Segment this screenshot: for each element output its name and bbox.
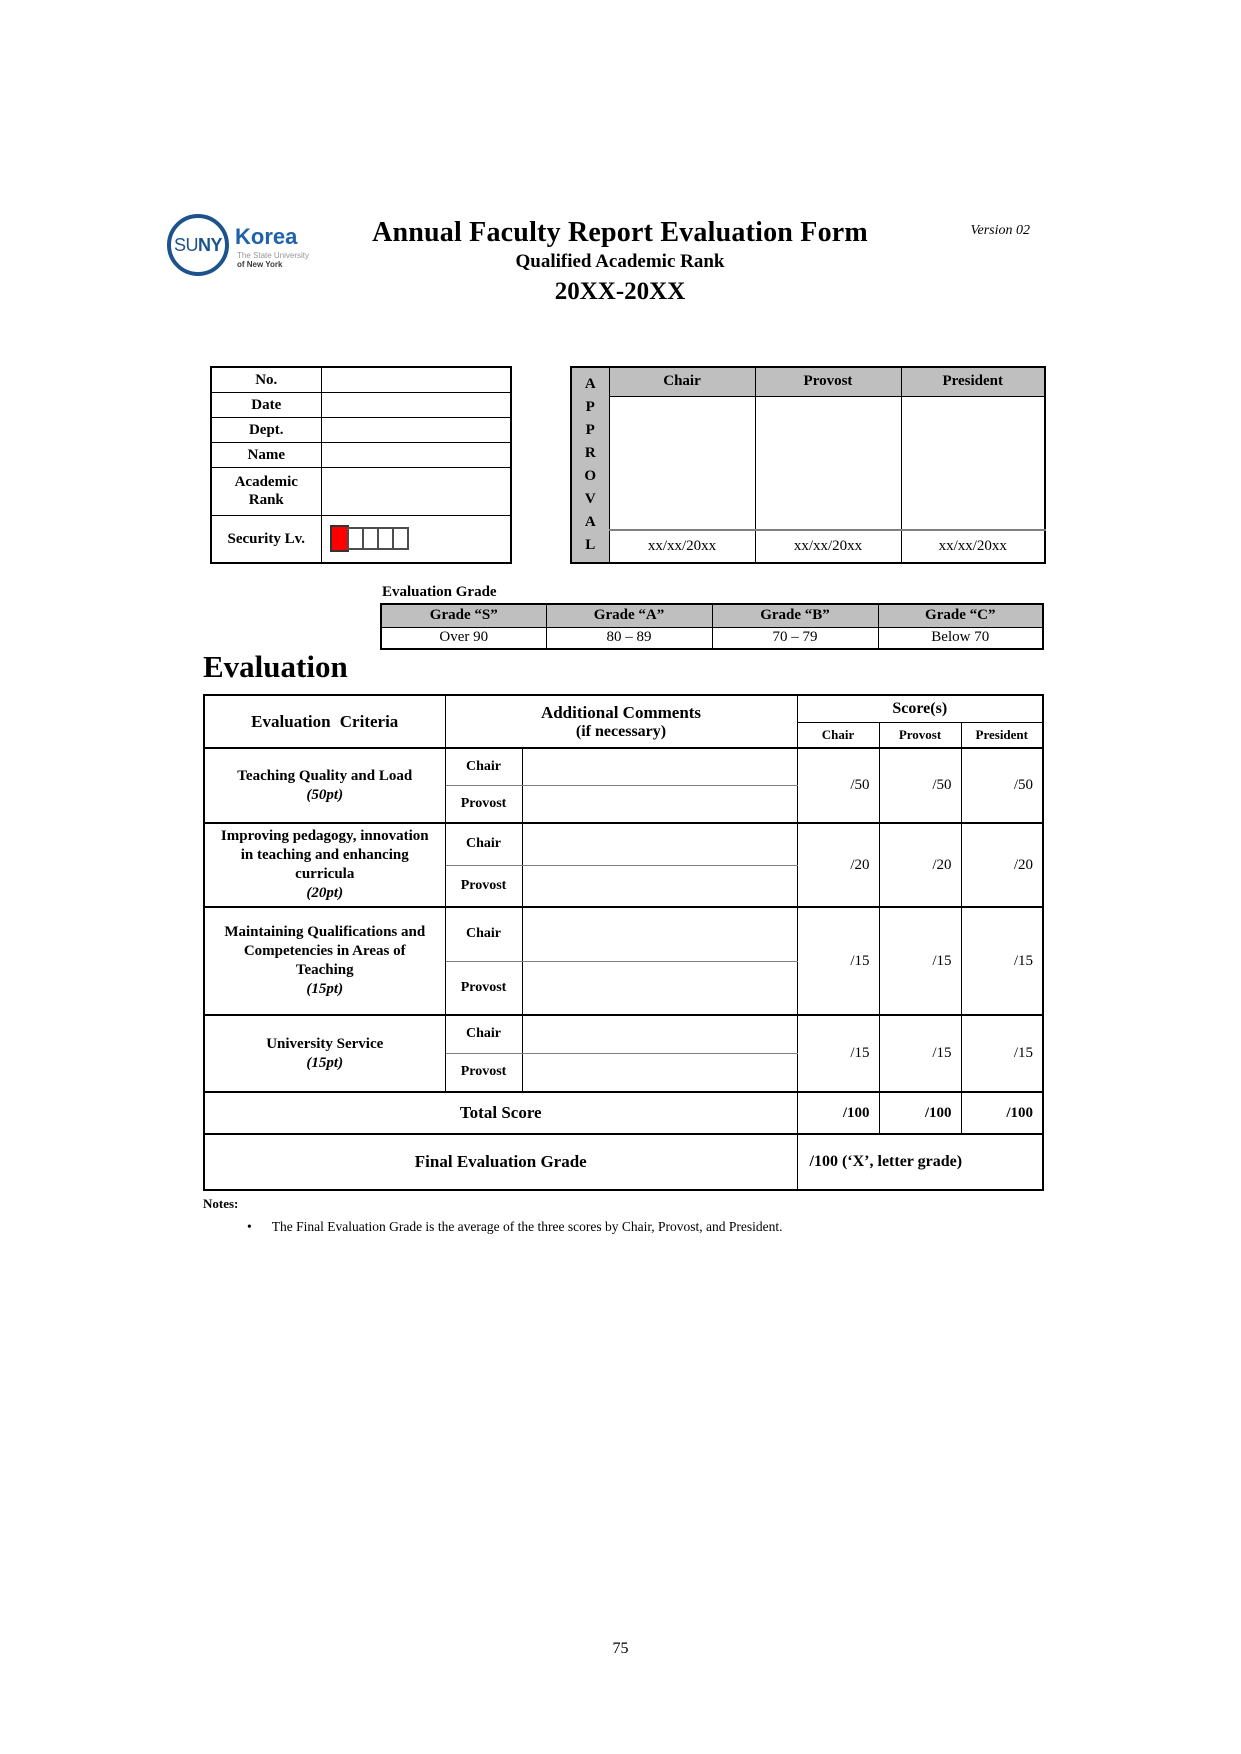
- final-grade-label: Final Evaluation Grade: [204, 1134, 797, 1190]
- approval-vertical-label-cell: [571, 367, 609, 563]
- criteria-improving-pedagogy: [204, 823, 445, 907]
- comments-header-line2: (if necessary): [575, 722, 667, 740]
- score-teaching-provost: /50: [879, 748, 961, 823]
- approval-date-provost[interactable]: xx/xx/20xx: [755, 530, 901, 563]
- grade-table: [380, 603, 1044, 650]
- info-value-dept[interactable]: [321, 417, 511, 442]
- security-level-box[interactable]: [392, 527, 409, 550]
- info-value-security-lv: [321, 515, 511, 563]
- total-score-chair: /100: [797, 1092, 879, 1134]
- score-service-provost: /15: [879, 1015, 961, 1092]
- criteria-teaching-quality: [204, 748, 445, 823]
- grade-range-a: 80 – 89: [546, 627, 712, 649]
- security-level-boxes: [322, 525, 511, 552]
- grade-header-s: Grade “S”: [381, 604, 546, 627]
- approval-header-chair: Chair: [609, 367, 755, 396]
- document-subtitle: Qualified Academic Rank: [515, 251, 725, 272]
- suny-logo-circle-icon: [167, 214, 229, 276]
- score-teaching-chair: /50: [797, 748, 879, 823]
- criteria-points: (15pt): [306, 981, 344, 997]
- criteria-points: (50pt): [306, 786, 344, 803]
- score-pedagogy-chair: /20: [797, 823, 879, 907]
- approval-date-president[interactable]: xx/xx/20xx: [901, 530, 1045, 563]
- score-qualifications-president: /15: [961, 907, 1043, 1015]
- page-number: 75: [612, 1640, 629, 1657]
- score-qualifications-chair: /15: [797, 907, 879, 1015]
- criteria-university-service: [204, 1015, 445, 1092]
- approval-signature-cell-president[interactable]: [901, 396, 1045, 530]
- score-qualifications-provost: /15: [879, 907, 961, 1015]
- evaluation-heading: Evaluation: [203, 649, 348, 684]
- comment-cell-service-chair[interactable]: [522, 1015, 797, 1053]
- total-score-provost: /100: [879, 1092, 961, 1134]
- faculty-info-table: [210, 366, 512, 564]
- score-subheader-president: President: [961, 722, 1043, 748]
- score-service-president: /15: [961, 1015, 1043, 1092]
- suny-korea-logo: [167, 211, 317, 281]
- logo-korea-text: Korea: [235, 224, 298, 249]
- comment-cell-service-provost[interactable]: [522, 1053, 797, 1092]
- grade-range-b: 70 – 79: [712, 627, 878, 649]
- approval-header-provost: Provost: [755, 367, 901, 396]
- info-label-date: Date: [211, 392, 321, 417]
- info-label-name: Name: [211, 442, 321, 467]
- grade-header-b: Grade “B”: [712, 604, 878, 627]
- approval-signature-cell-provost[interactable]: [755, 396, 901, 530]
- info-label-security-lv: Security Lv.: [211, 515, 321, 563]
- notes-heading: Notes:: [203, 1196, 239, 1211]
- note-item: [247, 1219, 1007, 1235]
- approval-table: [570, 366, 1046, 564]
- reviewer-label-chair: Chair: [445, 823, 522, 865]
- info-value-no[interactable]: [321, 367, 511, 392]
- criteria-points: (15pt): [306, 1054, 344, 1071]
- version-label: Version 02: [970, 223, 1030, 238]
- reviewer-label-chair: Chair: [445, 748, 522, 785]
- score-subheader-chair: Chair: [797, 722, 879, 748]
- info-value-academic-rank[interactable]: [321, 467, 511, 515]
- info-label-no: No.: [211, 367, 321, 392]
- document-title: Annual Faculty Report Evaluation Form: [372, 217, 868, 248]
- comment-cell-pedagogy-chair[interactable]: [522, 823, 797, 865]
- reviewer-label-provost: Provost: [445, 961, 522, 1015]
- info-value-name[interactable]: [321, 442, 511, 467]
- info-label-academic-rank: Academic Rank: [211, 467, 321, 515]
- info-label-dept: Dept.: [211, 417, 321, 442]
- total-score-label: Total Score: [204, 1092, 797, 1134]
- criteria-text: Improving pedagogy, innovation in teaching and enhancing curricula: [220, 828, 429, 882]
- score-service-chair: /15: [797, 1015, 879, 1092]
- score-pedagogy-president: /20: [961, 823, 1043, 907]
- approval-signature-cell-chair[interactable]: [609, 396, 755, 530]
- final-grade-value: /100 (‘X’, letter grade): [797, 1134, 1043, 1190]
- approval-date-chair[interactable]: xx/xx/20xx: [609, 530, 755, 563]
- grade-range-c: Below 70: [878, 627, 1043, 649]
- reviewer-label-provost: Provost: [445, 785, 522, 823]
- comment-cell-qualifications-provost[interactable]: [522, 961, 797, 1015]
- bullet-icon: •: [247, 1219, 252, 1234]
- document-years: 20XX-20XX: [554, 278, 686, 305]
- evaluation-table: [203, 694, 1044, 1191]
- logo-tagline-line1: The State University: [237, 251, 310, 260]
- grade-table-caption: Evaluation Grade: [382, 584, 497, 600]
- logo-ny-text: NY: [198, 234, 223, 255]
- comment-cell-pedagogy-provost[interactable]: [522, 865, 797, 907]
- reviewer-label-provost: Provost: [445, 1053, 522, 1092]
- reviewer-label-chair: Chair: [445, 907, 522, 961]
- criteria-text: Teaching Quality and Load: [237, 767, 413, 784]
- comments-header-line1: Additional Comments: [540, 702, 702, 722]
- scores-column-header: Score(s): [797, 695, 1043, 722]
- grade-header-c: Grade “C”: [878, 604, 1043, 627]
- criteria-text: Maintaining Qualifications and Competencies in Areas of Teaching: [224, 924, 426, 978]
- criteria-maintaining-qualifications: [204, 907, 445, 1015]
- total-score-president: /100: [961, 1092, 1043, 1134]
- score-subheader-provost: Provost: [879, 722, 961, 748]
- comments-column-header: [445, 695, 797, 748]
- comment-cell-qualifications-chair[interactable]: [522, 907, 797, 961]
- grade-header-a: Grade “A”: [546, 604, 712, 627]
- note-text: The Final Evaluation Grade is the average of the three scores by Chair, Provost, and President.: [271, 1219, 783, 1234]
- criteria-points: (20pt): [306, 885, 344, 901]
- criteria-column-header: Evaluation Criteria: [204, 695, 445, 748]
- comment-cell-teaching-provost[interactable]: [522, 785, 797, 823]
- criteria-text: University Service: [266, 1035, 384, 1052]
- reviewer-label-chair: Chair: [445, 1015, 522, 1053]
- info-value-date[interactable]: [321, 392, 511, 417]
- logo-su-text: SU: [173, 234, 198, 255]
- approval-vertical-label: APPROVAL: [584, 376, 597, 553]
- reviewer-label-provost: Provost: [445, 865, 522, 907]
- approval-header-president: President: [901, 367, 1045, 396]
- score-teaching-president: /50: [961, 748, 1043, 823]
- score-pedagogy-provost: /20: [879, 823, 961, 907]
- comment-cell-teaching-chair[interactable]: [522, 748, 797, 785]
- logo-tagline-line2: of New York: [237, 260, 283, 269]
- grade-range-s: Over 90: [381, 627, 546, 649]
- title-block: [300, 216, 940, 307]
